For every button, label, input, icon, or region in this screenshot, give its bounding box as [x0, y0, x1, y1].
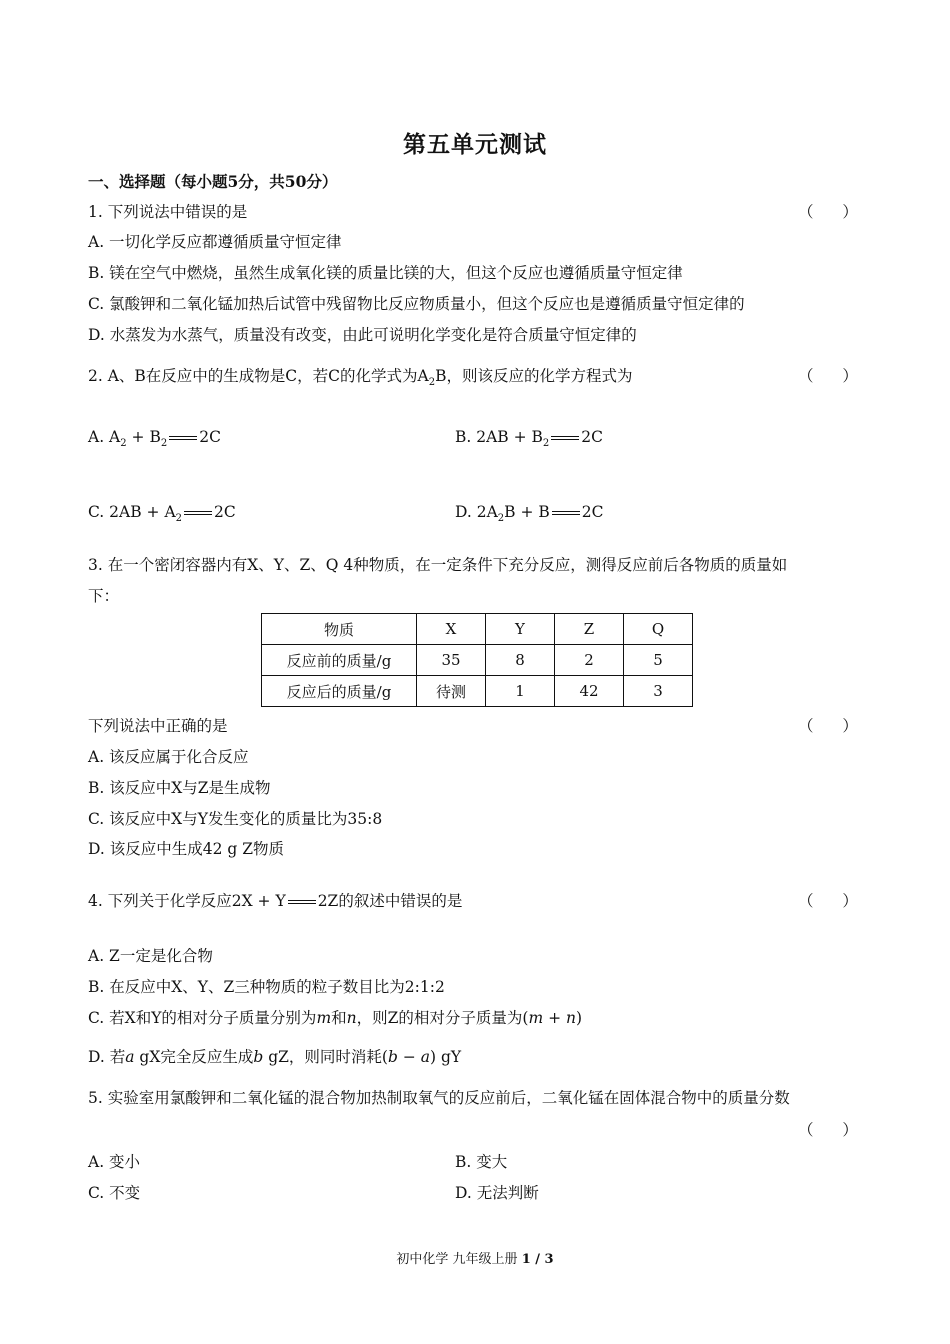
table-cell: 反应前的质量/g	[262, 645, 417, 676]
table-cell: 42	[555, 676, 624, 707]
equals-sign	[184, 511, 212, 515]
q2-a-sub: 2	[160, 438, 168, 450]
q2-answer-paren: （ ）	[798, 367, 858, 385]
q5-option-d: D. 无法判断	[455, 1184, 539, 1202]
section-heading: 一、选择题（每小题5分，共50分）	[88, 172, 338, 191]
q3-option-c: C. 该反应中X与Y发生变化的质量比为35:8	[88, 810, 383, 828]
q4-d-text: gZ，则同时消耗(	[263, 1048, 388, 1066]
q5-option-a: A. 变小	[88, 1153, 141, 1171]
q5-option-b: B. 变大	[455, 1153, 508, 1171]
q2-d-text: 2C	[581, 503, 604, 521]
q2-b-text: B. 2AB + B	[455, 428, 543, 446]
var-m: m	[528, 1009, 544, 1027]
var-n: n	[346, 1009, 357, 1027]
table-header-row	[262, 614, 693, 645]
q2-a-text: A. A	[88, 428, 121, 446]
equals-sign	[552, 511, 580, 515]
q2-c-text: 2C	[214, 503, 236, 521]
equals-sign	[288, 900, 316, 904]
var-b: b	[387, 1048, 398, 1066]
q4-stem-part: 4. 下列关于化学反应2X + Y	[88, 892, 286, 910]
q4-answer-paren: （ ）	[798, 892, 858, 910]
table-cell: 5	[624, 645, 693, 676]
table-header-cell: Q	[624, 614, 693, 645]
q2-option-a	[88, 427, 221, 454]
q4-stem-part: 2Z的叙述中错误的是	[317, 892, 463, 910]
table-cell: 待测	[417, 676, 486, 707]
q3-option-d: D. 该反应中生成42 g Z物质	[88, 840, 284, 858]
q2-option-c	[88, 502, 236, 529]
q3-answer-paren: （ ）	[798, 717, 858, 735]
q4-stem	[88, 891, 462, 911]
q4-c-text: +	[543, 1009, 567, 1027]
table-cell: 3	[624, 676, 693, 707]
footer-text: 初中化学 九年级上册	[396, 1252, 522, 1267]
table-cell: 反应后的质量/g	[262, 676, 417, 707]
equals-sign	[169, 436, 197, 440]
q3-stem-line1: 3. 在一个密闭容器内有X、Y、Z、Q 4种物质，在一定条件下充分反应，测得反应前后各物质的质量如	[88, 556, 788, 574]
q4-option-c	[88, 1008, 582, 1028]
q1-answer-paren: （ ）	[798, 203, 858, 221]
q2-stem-part: 2. A、B在反应中的生成物是C，若C的化学式为A	[88, 367, 429, 385]
page-footer	[0, 1248, 950, 1267]
var-m: m	[316, 1009, 332, 1027]
q4-c-text: 和	[331, 1009, 347, 1027]
q2-c-sub: 2	[175, 513, 183, 525]
table-cell: 8	[486, 645, 555, 676]
q1-option-a: A. 一切化学反应都遵循质量守恒定律	[88, 233, 342, 251]
q2-stem	[88, 366, 633, 393]
q2-option-d	[455, 502, 604, 529]
q2-a-sub: 2	[120, 438, 127, 450]
table-row	[262, 645, 693, 676]
q3-stem-line2: 下：	[88, 587, 120, 605]
q2-option-b	[455, 427, 603, 454]
q4-d-text: gX完全反应生成	[134, 1048, 254, 1066]
q1-option-d: D. 水蒸发为水蒸气，质量没有改变，由此可说明化学变化是符合质量守恒定律的	[88, 326, 637, 344]
table-cell: 1	[486, 676, 555, 707]
q3-option-a: A. 该反应属于化合反应	[88, 748, 249, 766]
var-a: a	[420, 1048, 431, 1066]
var-n: n	[566, 1009, 576, 1027]
equals-sign	[551, 436, 579, 440]
q2-d-text: D. 2A	[455, 503, 498, 521]
q4-option-a: A. Z一定是化合物	[88, 947, 213, 965]
q3-option-b: B. 该反应中X与Z是生成物	[88, 779, 271, 797]
q2-d-text: B + B	[504, 503, 550, 521]
table-cell: 2	[555, 645, 624, 676]
q2-a-text: 2C	[199, 428, 221, 446]
q4-d-text: −	[397, 1048, 421, 1066]
q4-option-d	[88, 1047, 461, 1067]
q2-stem-subscript: 2	[428, 377, 436, 389]
q4-c-text: ，则Z的相对分子质量为(	[356, 1009, 529, 1027]
q4-c-text: )	[576, 1009, 583, 1027]
q3-ask: 下列说法中正确的是	[88, 717, 228, 735]
var-b: b	[253, 1048, 264, 1066]
q2-c-text: C. 2AB + A	[88, 503, 176, 521]
var-a: a	[125, 1048, 135, 1066]
q1-option-c: C. 氯酸钾和二氧化锰加热后试管中残留物比反应物质量小，但这个反应也是遵循质量守恒定律的	[88, 295, 745, 313]
mass-table	[261, 613, 693, 707]
q2-a-text: + B	[126, 428, 161, 446]
q1-stem: 1. 下列说法中错误的是	[88, 203, 248, 221]
q4-d-text: D. 若	[88, 1048, 126, 1066]
table-cell: 35	[417, 645, 486, 676]
q5-stem: 5. 实验室用氯酸钾和二氧化锰的混合物加热制取氧气的反应前后，二氧化锰在固体混合物中的质量分数	[88, 1089, 790, 1107]
q4-c-text: C. 若X和Y的相对分子质量分别为	[88, 1009, 317, 1027]
q2-d-sub: 2	[497, 513, 505, 525]
table-header-cell: Y	[486, 614, 555, 645]
q2-b-text: 2C	[581, 428, 604, 446]
table-header-cell: 物质	[262, 614, 417, 645]
table-header-cell: Z	[555, 614, 624, 645]
table-row	[262, 676, 693, 707]
q5-option-c: C. 不变	[88, 1184, 141, 1202]
q4-option-b: B. 在反应中X、Y、Z三种物质的粒子数目比为2:1:2	[88, 978, 445, 996]
q1-option-b: B. 镁在空气中燃烧，虽然生成氧化镁的质量比镁的大，但这个反应也遵循质量守恒定律	[88, 264, 683, 282]
page-number: 1 / 3	[521, 1252, 554, 1267]
page-title: 第五单元测试	[403, 131, 547, 158]
q2-stem-part: B，则该反应的化学方程式为	[435, 367, 633, 385]
q2-b-sub: 2	[542, 438, 550, 450]
table-header-cell: X	[417, 614, 486, 645]
q4-d-text: ) gY	[430, 1048, 462, 1066]
q5-answer-paren: （ ）	[798, 1121, 858, 1139]
